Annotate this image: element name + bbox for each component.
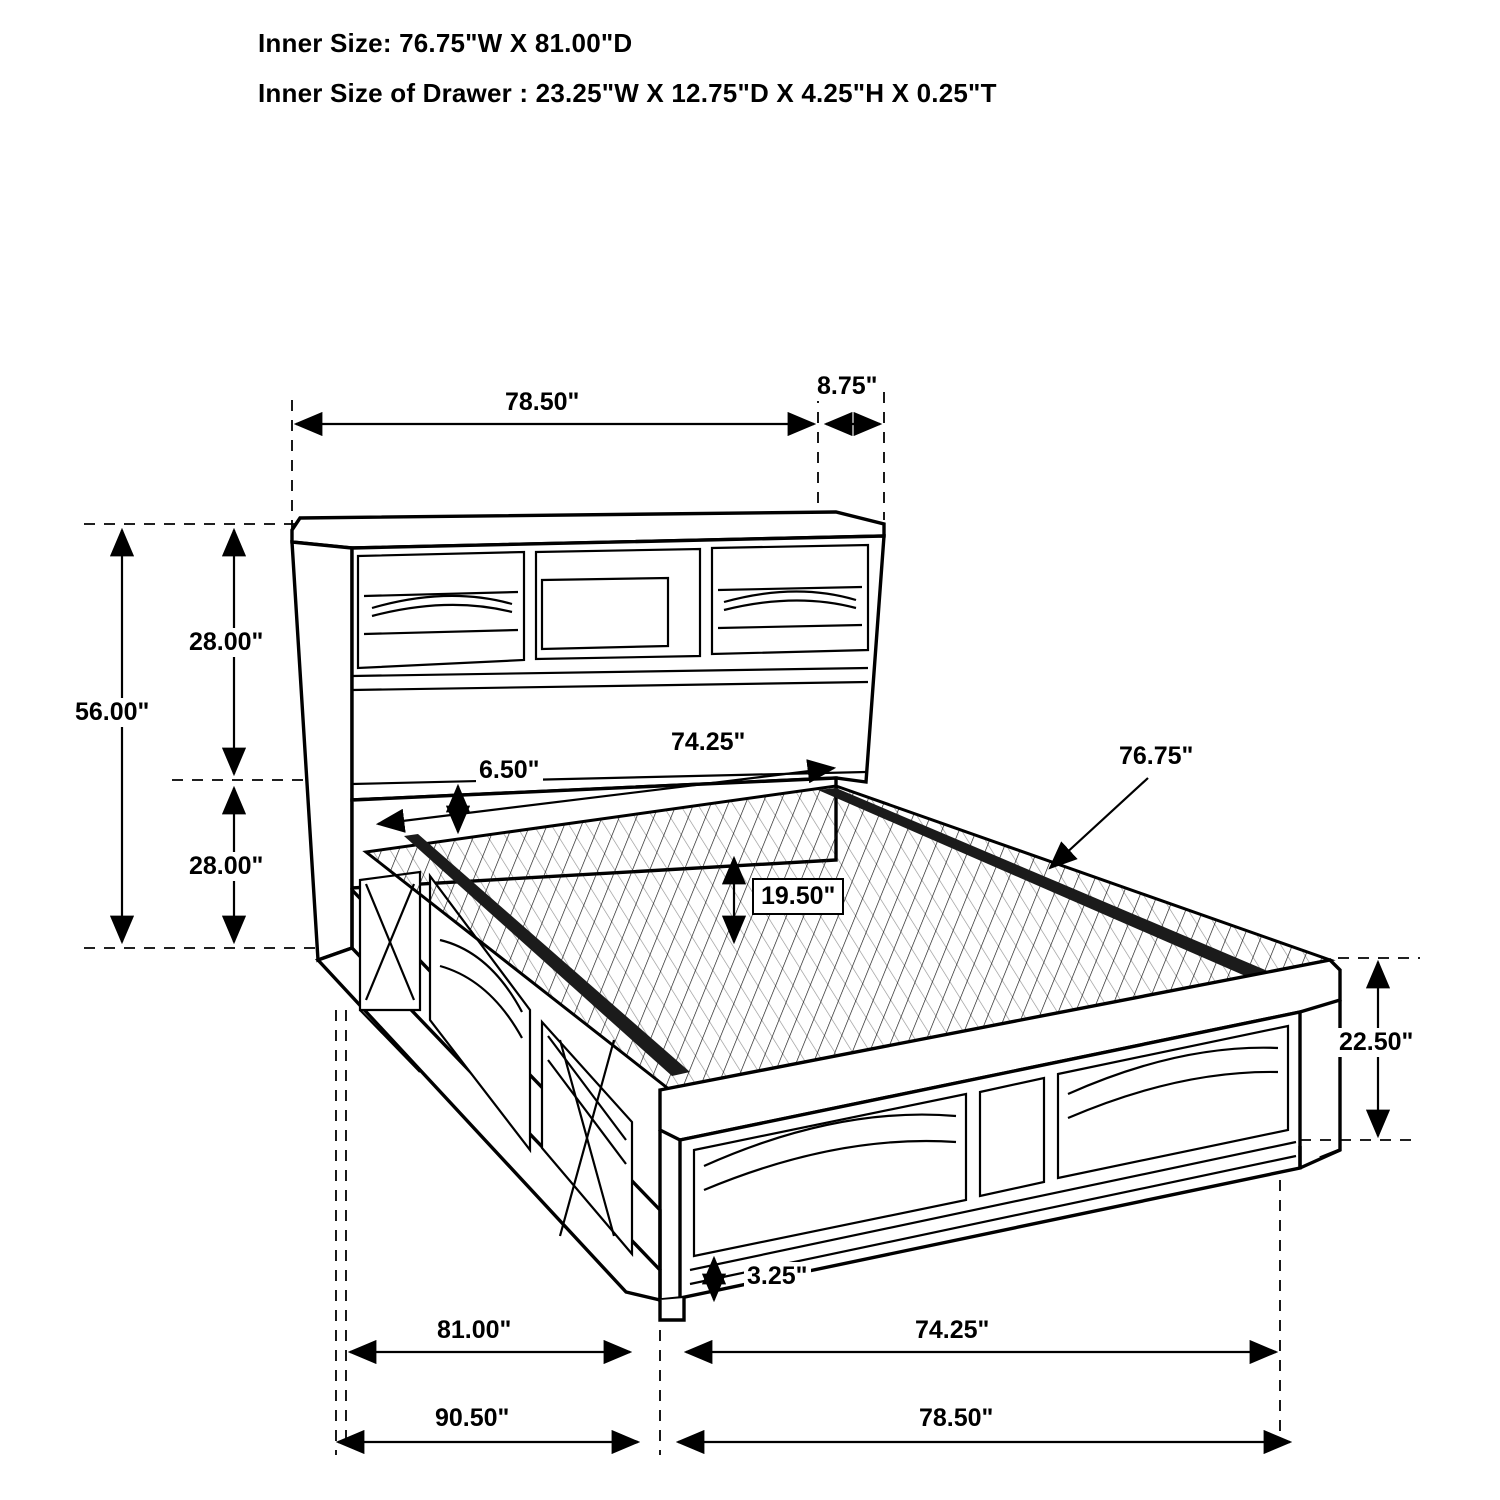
dim-headboard-lower: 28.00" <box>186 852 266 881</box>
dim-foot-width: 74.25" <box>912 1316 992 1345</box>
dim-top-overhang: 8.75" <box>814 372 881 401</box>
dim-side-length: 81.00" <box>434 1316 514 1345</box>
header-inner-size: Inner Size: 76.75"W X 81.00"D <box>258 28 633 58</box>
dim-overall-side: 90.50" <box>432 1404 512 1433</box>
dim-rail-offset: 6.50" <box>476 756 543 785</box>
dim-headboard-upper: 28.00" <box>186 628 266 657</box>
dim-rail-length: 74.25" <box>668 728 748 757</box>
dim-clearance: 3.25" <box>744 1262 811 1291</box>
dim-deck-height: 19.50" <box>752 878 844 915</box>
header-drawer-size: Inner Size of Drawer : 23.25"W X 12.75"D X 4.25"H X 0.25"T <box>258 78 997 108</box>
dim-top-width: 78.50" <box>502 388 582 417</box>
dim-inner-width: 76.75" <box>1116 742 1196 771</box>
dim-overall-foot: 78.50" <box>916 1404 996 1433</box>
dim-total-height: 56.00" <box>72 698 152 727</box>
dim-footboard-height: 22.50" <box>1336 1028 1416 1057</box>
